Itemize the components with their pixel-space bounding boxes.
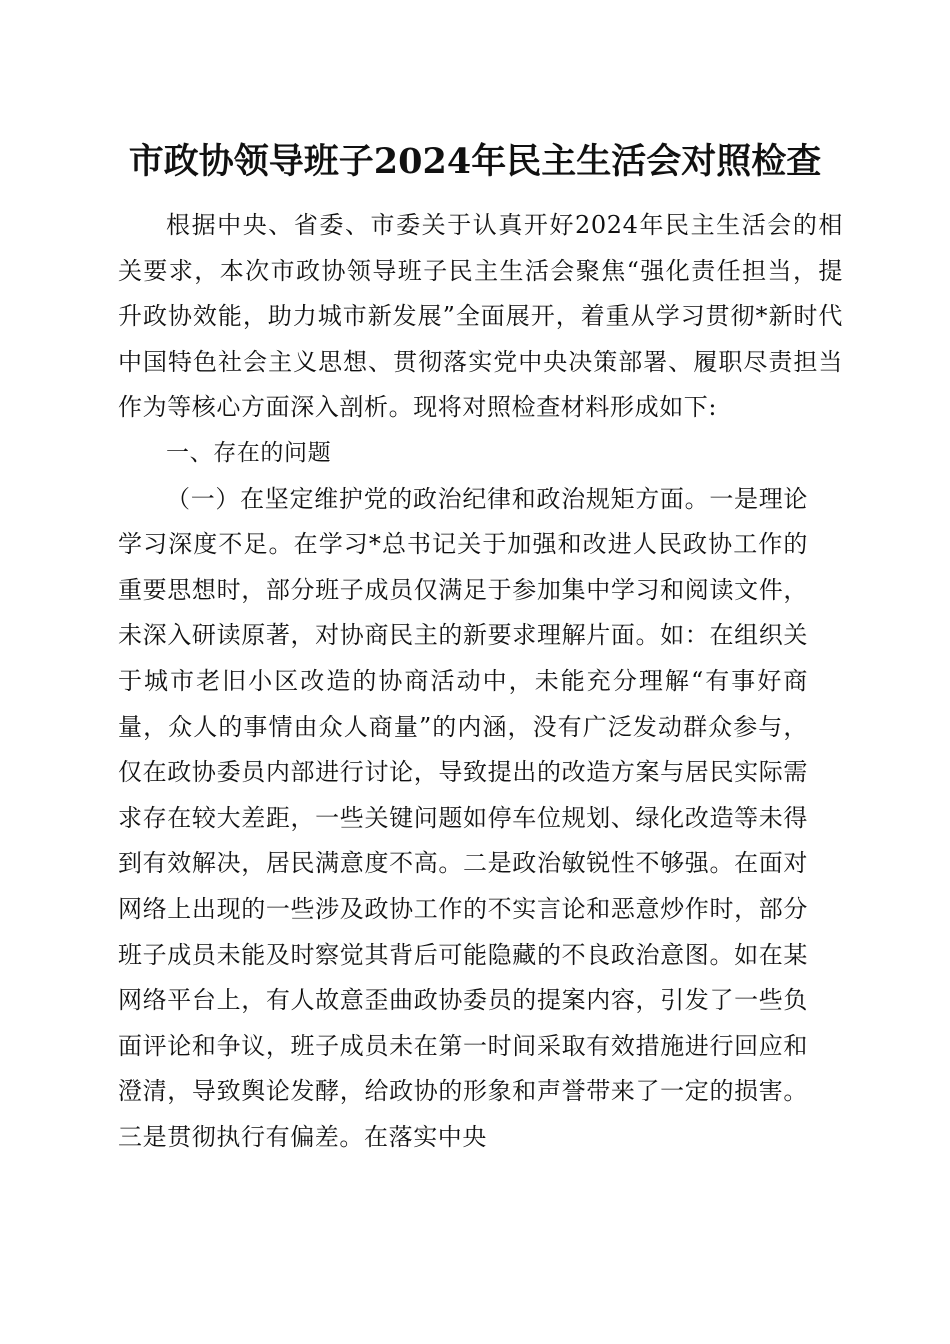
section-heading-problems: 一、存在的问题 bbox=[166, 439, 332, 466]
subsection-body: 一是理论学习深度不足。在学习*总书记关于加强和改进人民政协工作的重要思想时，部分班子成员仅满足于参加集中学习和阅读文件，未深入研读原著，对协商民主的新要求理解片面。如：在组织关于城市老旧小区改造的协商活动中，未能充分理解“有事好商量，众人的事情由众人商量”的内涵，没有广泛发动群众参与，仅在政协委员内部进行讨论，导致提出的改造方案与居民实际需求存在较大差距，一些关键问题如停车位规划、绿化改造等未得到有效解决，居民满意度不高。二是政治敏锐性不够强。在面对网络上出现的一些涉及政协工作的不实言论和恶意炒作时，部分班子成员未能及时察觉其背后可能隐藏的不良政治意图。如在某网络平台上，有人故意歪曲政协委员的提案内容，引发了一些负面评论和争议，班子成员未在第一时间采取有效措施进行回应和澄清，导致舆论发酵，给政协的形象和声誉带来了一定的损害。三是贯彻执行有偏差。在落实中央 bbox=[118, 484, 808, 1151]
document-title: 市政协领导班子2024年民主生活会对照检查 bbox=[128, 141, 822, 182]
document-body bbox=[118, 203, 843, 1160]
intro-paragraph: 根据中央、省委、市委关于认真开好2024年民主生活会的相关要求，本次市政协领导班子民主生活会聚焦“强化责任担当，提升政协效能，助力城市新发展”全面展开，着重从学习贯彻*新时代中国特色社会主义思想、贯彻落实党中央决策部署、履职尽责担当作为等核心方面深入剖析。现将对照检查材料形成如下: bbox=[118, 211, 843, 422]
subsection-lead: （一）在坚定维护党的政治纪律和政治规矩方面。 bbox=[166, 484, 710, 513]
subsection-paragraph-1 bbox=[118, 477, 808, 1161]
